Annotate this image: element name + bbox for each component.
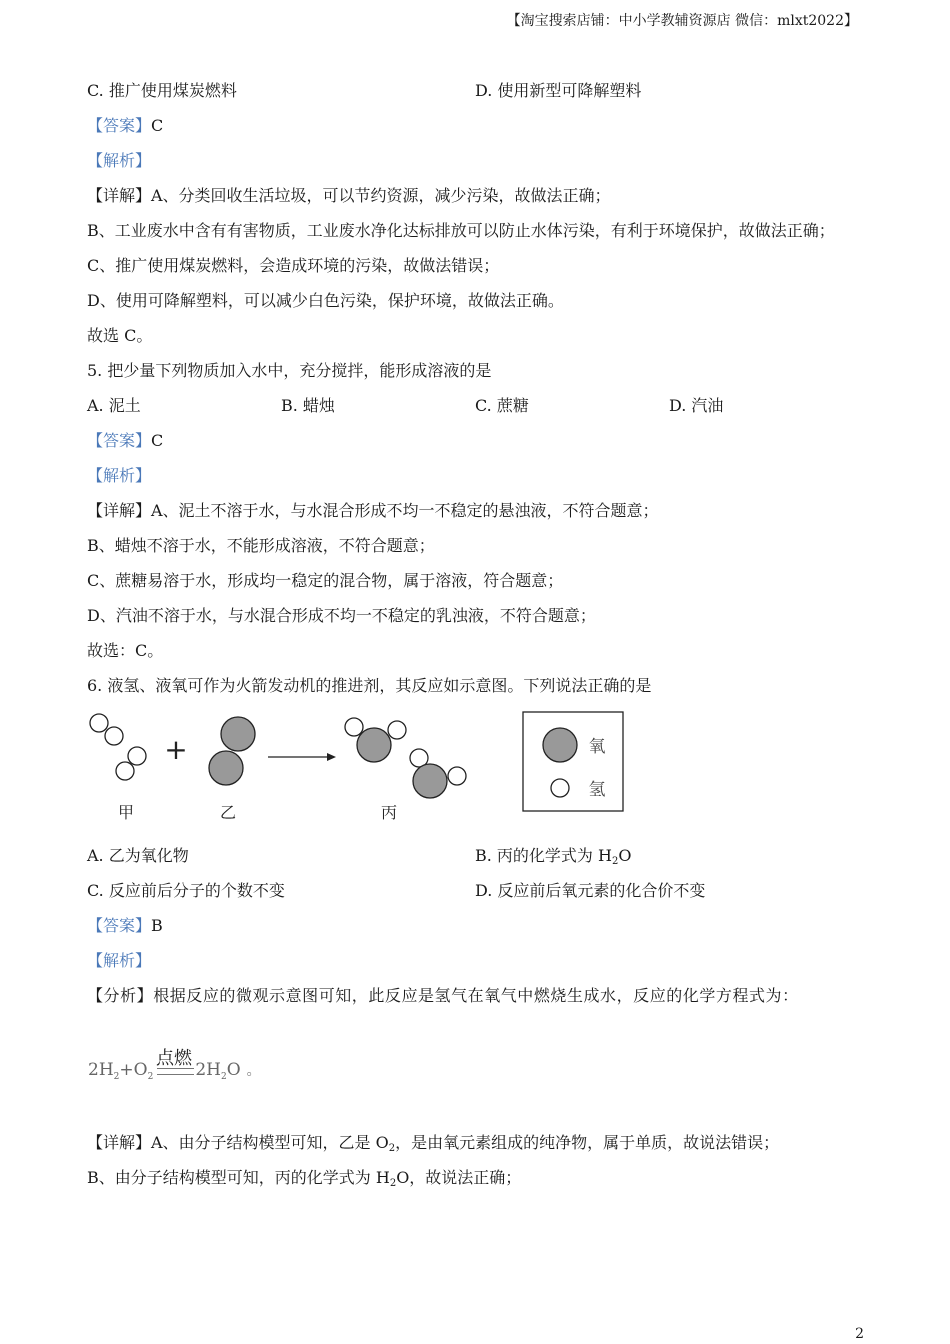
answer-tag: 【答案】 [87,116,152,135]
eq-end: 。 [246,1063,261,1079]
q6-option-b-tail: O [618,846,632,865]
q4-detail-a: 【详解】A、分类回收生活垃圾，可以节约资源，减少污染，故做法正确； [87,186,611,205]
plus-sign: + [164,733,188,766]
subscript: 2 [388,1143,396,1154]
oxygen-atom-icon [543,728,577,762]
eq-term: 2H [88,1060,114,1080]
eq-sub: 2 [113,1072,120,1082]
eq-sub: 2 [220,1072,227,1082]
q5-option-a: A. 泥土 [87,396,141,415]
q5-detail-c: C、蔗糖易溶于水，形成均一稳定的混合物，属于溶液，符合题意； [87,571,564,590]
q4-option-d: D. 使用新型可降解塑料 [475,81,642,100]
q5-option-d: D. 汽油 [669,396,724,415]
q5-option-b: B. 蜡烛 [281,396,335,415]
q4-option-c: C. 推广使用煤炭燃料 [87,81,237,100]
q4-detail-d: D、使用可降解塑料，可以减少白色污染，保护环境，故做法正确。 [87,291,564,310]
label-yi: 乙 [219,803,237,822]
eq-sub: 2 [147,1072,154,1082]
chemical-equation [88,1060,261,1082]
q6-option-a: A. 乙为氧化物 [87,846,189,865]
q6-option-b-text: B. 丙的化学式为 H [475,846,612,865]
page-number: 2 [855,1326,864,1342]
q6-option-c: C. 反应前后分子的个数不变 [87,881,285,900]
reaction-arrow-icon [268,753,336,761]
q5-detail-b: B、蜡烛不溶于水，不能形成溶液，不符合题意； [87,536,435,555]
answer-value: B [151,916,163,935]
answer-value: C [151,431,164,450]
label-jia: 甲 [117,803,135,822]
q5-detail-d: D、汽油不溶于水，与水混合形成不均一不稳定的乳浊液，不符合题意； [87,606,596,625]
label-bing: 丙 [380,803,398,822]
q5-stem: 5. 把少量下列物质加入水中，充分搅拌，能形成溶液的是 [87,361,492,380]
q5-conclusion: 故选：C。 [87,641,164,660]
answer-value: C [151,116,164,135]
oxygen-molecule [209,717,255,785]
reaction-condition: 点燃 [156,1048,192,1069]
detail-text: B、由分子结构模型可知，丙的化学式为 H [87,1168,390,1187]
subscript: 2 [389,1178,397,1189]
eq-term: 2H [195,1060,221,1080]
answer-tag: 【答案】 [87,916,152,935]
legend [523,712,623,811]
q6-option-d: D. 反应前后氧元素的化合价不变 [475,881,706,900]
page-header: 【淘宝搜索店铺：中小学教辅资源店 微信：mlxt2022】 [506,13,858,29]
q6-analysis-tag: 【解析】 [87,951,152,970]
water-molecules [345,718,466,798]
q6-answer [87,916,163,936]
q5-analysis-tag: 【解析】 [87,466,152,485]
detail-text: O，故说法正确； [396,1168,522,1187]
q4-detail-c: C、推广使用煤炭燃料，会造成环境的污染，故做法错误； [87,256,500,275]
eq-term: +O [119,1060,148,1080]
legend-oxygen: 氧 [588,737,606,757]
hydrogen-atom-icon [551,779,569,797]
q4-detail-b: B、工业废水中含有有害物质，工业废水净化达标排放可以防止水体污染，有利于环境保护，故做法正确； [87,221,835,240]
q6-detail-a [87,1133,779,1159]
subscript: 2 [611,856,619,867]
hydrogen-molecules [90,714,146,780]
q4-conclusion: 故选 C。 [87,326,153,345]
q5-detail-a: 【详解】A、泥土不溶于水，与水混合形成不均一不稳定的悬浊液，不符合题意； [87,501,659,520]
q4-analysis-tag: 【解析】 [87,151,152,170]
q6-analysis: 【分析】根据反应的微观示意图可知，此反应是氢气在氧气中燃烧生成水，反应的化学方程式为： [87,986,799,1005]
detail-text: ，是由氧元素组成的纯净物，属于单质，故说法错误； [395,1133,780,1152]
detail-text: 【详解】A、由分子结构模型可知，乙是 O [87,1133,389,1152]
legend-hydrogen: 氢 [588,780,606,800]
q6-option-b [475,846,631,872]
q5-option-c: C. 蔗糖 [475,396,529,415]
q6-detail-b [87,1168,521,1194]
q6-stem: 6. 液氢、液氧可作为火箭发动机的推进剂，其反应如示意图。下列说法正确的是 [87,676,652,695]
answer-tag: 【答案】 [87,431,152,450]
eq-term: O [226,1060,241,1080]
